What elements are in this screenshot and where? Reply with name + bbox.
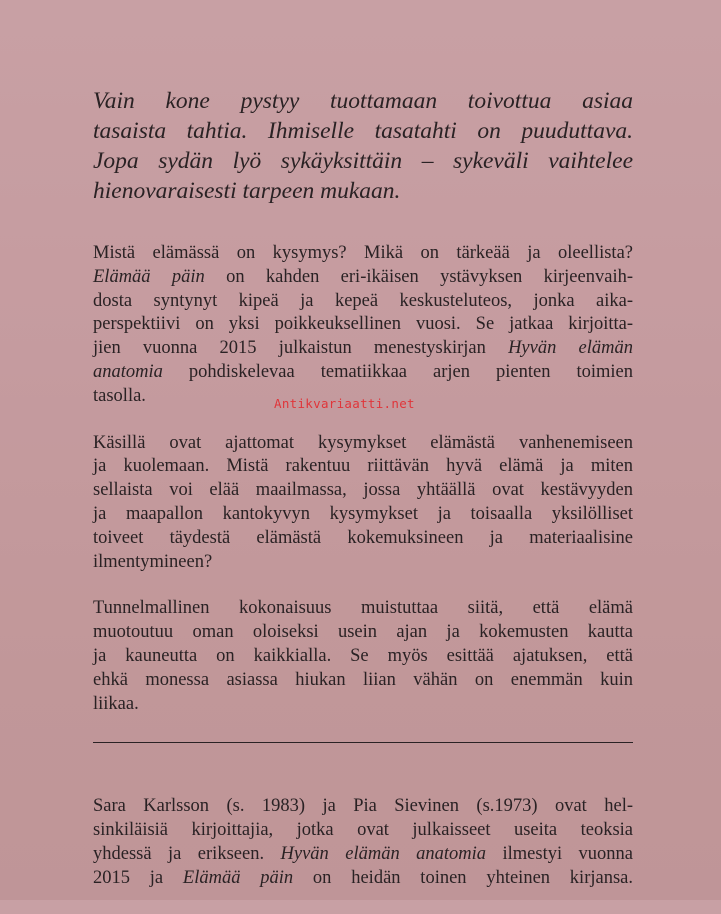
paragraph-line bbox=[93, 361, 633, 385]
paragraph-line: sinkiläisiä kirjoittajia, jotka ovat julkaisseet useita teoksia bbox=[93, 820, 633, 841]
quote-line: tasaista tahtia. Ihmiselle tasatahti on puuduttava. bbox=[93, 118, 633, 144]
book-title: Hyvän elämän anatomia bbox=[280, 843, 487, 864]
paragraph-line: perspektiivi on yksi poikkeuksellinen vuosi. Se jatkaa kirjoitta- bbox=[93, 314, 633, 335]
paragraph-line: toiveet täydestä elämästä kokemuksineen ja materiaalisine bbox=[93, 527, 633, 548]
paragraph-line: dosta syntynyt kipeä ja kepeä keskusteluteos, jonka aika- bbox=[93, 290, 633, 311]
paragraph-line: Käsillä ovat ajattomat kysymykset elämästä vanhenemiseen bbox=[93, 432, 633, 453]
back-cover-text bbox=[93, 86, 633, 914]
section-divider bbox=[93, 742, 633, 743]
paragraph-line: Tunnelmallinen kokonaisuus muistuttaa siitä, että elämä bbox=[93, 598, 633, 619]
description-paragraph-2 bbox=[93, 432, 633, 575]
paragraph-line bbox=[93, 266, 633, 290]
paragraph-text: on heidän toinen yhteinen kirjansa. bbox=[293, 867, 633, 888]
paragraph-line bbox=[93, 337, 633, 361]
quote-line: Jopa sydän lyö sykäyksittäin – sykeväli vaihtelee bbox=[93, 148, 633, 174]
paragraph-text: on kahden eri-ikäisen ystävyksen kirjeenvaih- bbox=[204, 266, 633, 287]
paragraph-line: sellaista voi elää maailmassa, jossa yhtäällä ovat kestävyyden bbox=[93, 480, 633, 501]
description-paragraph-3 bbox=[93, 597, 633, 716]
book-title: anatomia bbox=[93, 361, 163, 382]
paragraph-line: ehkä monessa asiassa hiukan liian vähän on enemmän kuin bbox=[93, 669, 633, 690]
book-title: Elämää päin bbox=[93, 266, 205, 287]
paragraph-line: Sara Karlsson (s. 1983) ja Pia Sievinen (s.1973) ovat hel- bbox=[93, 796, 633, 817]
paragraph-text: ilmestyi vuonna bbox=[486, 843, 634, 864]
quote-line: hienovaraisesti tarpeen mukaan. bbox=[93, 178, 401, 204]
paragraph-line: ja kuolemaan. Mistä rakentuu riittävän hyvä elämä ja miten bbox=[93, 456, 633, 477]
paragraph-text: 2015 ja bbox=[93, 867, 183, 888]
paragraph-line: tasolla. bbox=[93, 385, 146, 406]
book-title: Elämää päin bbox=[182, 867, 294, 888]
quote-line: Vain kone pystyy tuottamaan toivottua asiaa bbox=[93, 88, 633, 114]
paragraph-line: ilmentymineen? bbox=[93, 551, 213, 572]
watermark-text: Antikvariaatti.net bbox=[274, 396, 415, 411]
paragraph-line: muotoutuu oman oloiseksi usein ajan ja kokemusten kautta bbox=[93, 622, 633, 643]
paragraph-line: ja maapallon kantokyvyn kysymykset ja toisaalla yksilölliset bbox=[93, 503, 633, 524]
paragraph-line bbox=[93, 843, 633, 867]
paragraph-line: Mistä elämässä on kysymys? Mikä on tärkeää ja oleellista? bbox=[93, 243, 633, 263]
author-bio bbox=[93, 795, 633, 890]
book-title: Hyvän elämän bbox=[508, 338, 633, 359]
paragraph-text: jien vuonna 2015 julkaistun menestyskirjan bbox=[93, 338, 509, 359]
paragraph-text: yhdessä ja erikseen. bbox=[93, 843, 281, 864]
description-paragraph-1 bbox=[93, 242, 633, 409]
intro-quote bbox=[93, 86, 633, 206]
paragraph-line: ja kauneutta on kaikkialla. Se myös esittää ajatuksen, että bbox=[93, 645, 633, 666]
paragraph-line: liikaa. bbox=[93, 693, 139, 714]
paragraph-line bbox=[93, 867, 633, 891]
paragraph-text: pohdiskelevaa tematiikkaa arjen pienten toimien bbox=[162, 361, 633, 382]
